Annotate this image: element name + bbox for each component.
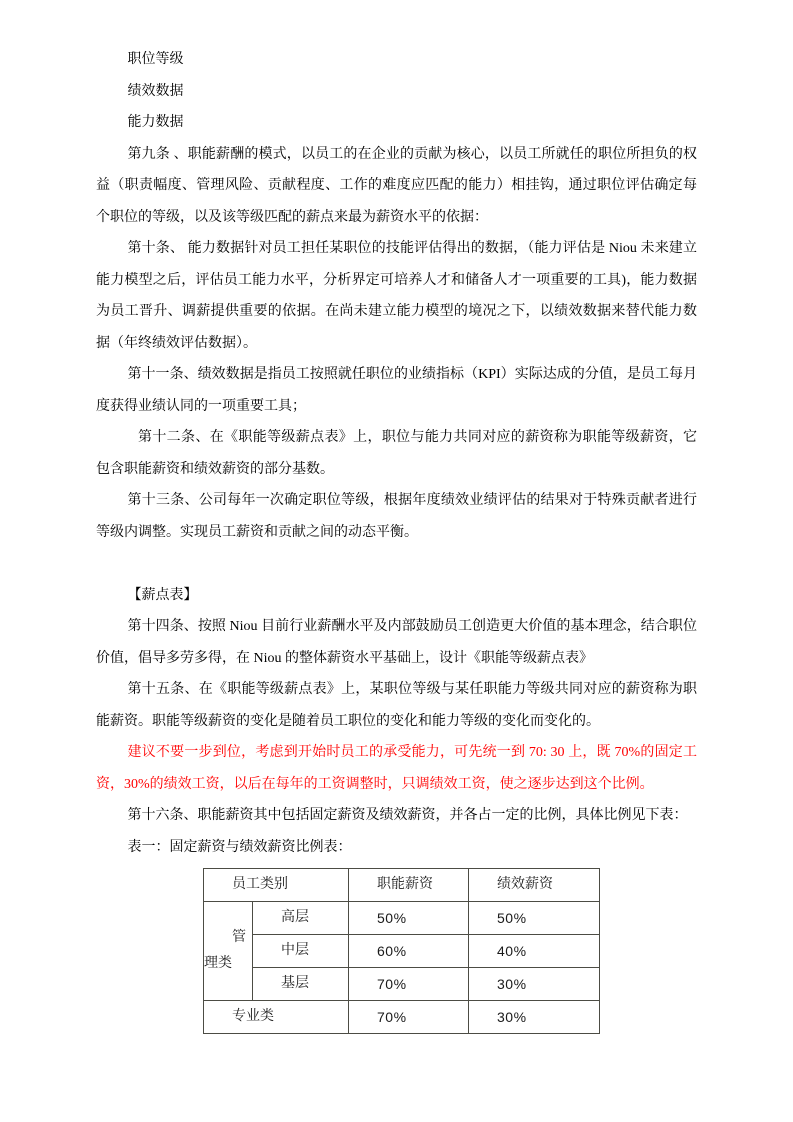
article-9-paragraph: 第九条 、职能薪酬的模式，以员工的在企业的贡献为核心，以员工所就任的职位所担负的权益（职责幅度、管理风险、贡献程度、工作的难度应匹配的能力）相挂钩，通过职位评估确定每个职位的等级，以及该等级匹配的薪点来最为薪资水平的依据： [96, 146, 697, 225]
performance-pct-middle: 40% [469, 935, 600, 968]
group-cell-management: 管理类 [204, 902, 253, 1001]
article-10-paragraph: 第十条、 能力数据针对员工担任某职位的技能评估得出的数据，（能力评估是 Niou 未来建立能力模型之后，评估员工能力水平，分析界定可培养人才和储备人才一项重要的工具)，能力数据为员工晋升、调薪提供重要的依据。在尚未建立能力模型的境况之下，以绩效数据来替代能力数据（年终绩效评估数据）。 [96, 241, 697, 351]
article-15-paragraph: 第十五条、在《职能等级薪点表》上，某职位等级与某任职能力等级共同对应的薪资称为职能薪资。职能等级薪资的变化是随着员工职位的变化和能力等级的变化而变化的。 [96, 682, 697, 729]
intro-line-3: 能力数据 [127, 115, 184, 130]
table-row [204, 902, 600, 935]
paragraph-spacer [96, 548, 697, 580]
functional-pct-base: 70% [349, 968, 469, 1001]
intro-line-2: 绩效数据 [127, 83, 184, 99]
article-14-paragraph: 第十四条、按照 Niou 目前行业薪酬水平及内部鼓励员工创造更大价值的基本理念，结合职位价值，倡导多劳多得，在 Niou 的整体薪资水平基础上，设计《职能等级薪点表》 [96, 619, 697, 666]
article-12-paragraph: 第十二条、在《职能等级薪点表》上，职位与能力共同对应的薪资称为职能等级薪资，它包含职能薪资和绩效薪资的部分基数。 [96, 430, 697, 477]
header-cell-category: 员工类别 [204, 869, 349, 902]
table-caption: 表一：固定薪资与绩效薪资比例表： [127, 839, 352, 855]
article-13-paragraph: 第十三条、公司每年一次确定职位等级，根据年度绩效业绩评估的结果对于特殊贡献者进行等级内调整。实现员工薪资和贡献之间的动态平衡。 [96, 493, 697, 540]
functional-pct-professional: 70% [349, 1001, 469, 1034]
functional-pct-senior: 50% [349, 902, 469, 935]
salary-ratio-table [203, 868, 600, 1034]
table-row [204, 1001, 600, 1034]
suggestion-note-paragraph: 建议不要一步到位，考虑到开始时员工的承受能力，可先统一到 70: 30 上，既 70%的固定工资，30%的绩效工资，以后在每年的工资调整时，只调绩效工资，使之逐步达到这个比例。 [96, 745, 697, 792]
functional-pct-middle: 60% [349, 935, 469, 968]
table-header-row [204, 869, 600, 902]
intro-line-1: 职位等级 [127, 52, 184, 67]
article-11-paragraph: 第十一条、绩效数据是指员工按照就任职位的业绩指标（KPI）实际达成的分值，是员工每月度获得业绩认同的一项重要工具； [96, 367, 697, 414]
section-heading-salary-point-table: 【薪点表】 [127, 587, 198, 603]
header-cell-functional-salary: 职能薪资 [349, 869, 469, 902]
performance-pct-professional: 30% [469, 1001, 600, 1034]
group-cell-professional: 专业类 [204, 1001, 349, 1034]
performance-pct-base: 30% [469, 968, 600, 1001]
level-cell-base: 基层 [253, 968, 349, 1001]
level-cell-senior: 高层 [253, 902, 349, 935]
level-cell-middle: 中层 [253, 935, 349, 968]
performance-pct-senior: 50% [469, 902, 600, 935]
table-row [204, 935, 600, 968]
header-cell-performance-salary: 绩效薪资 [469, 869, 600, 902]
article-16-paragraph: 第十六条、职能薪资其中包括固定薪资及绩效薪资，并各占一定的比例，具体比例见下表： [127, 808, 688, 823]
table-row [204, 968, 600, 1001]
